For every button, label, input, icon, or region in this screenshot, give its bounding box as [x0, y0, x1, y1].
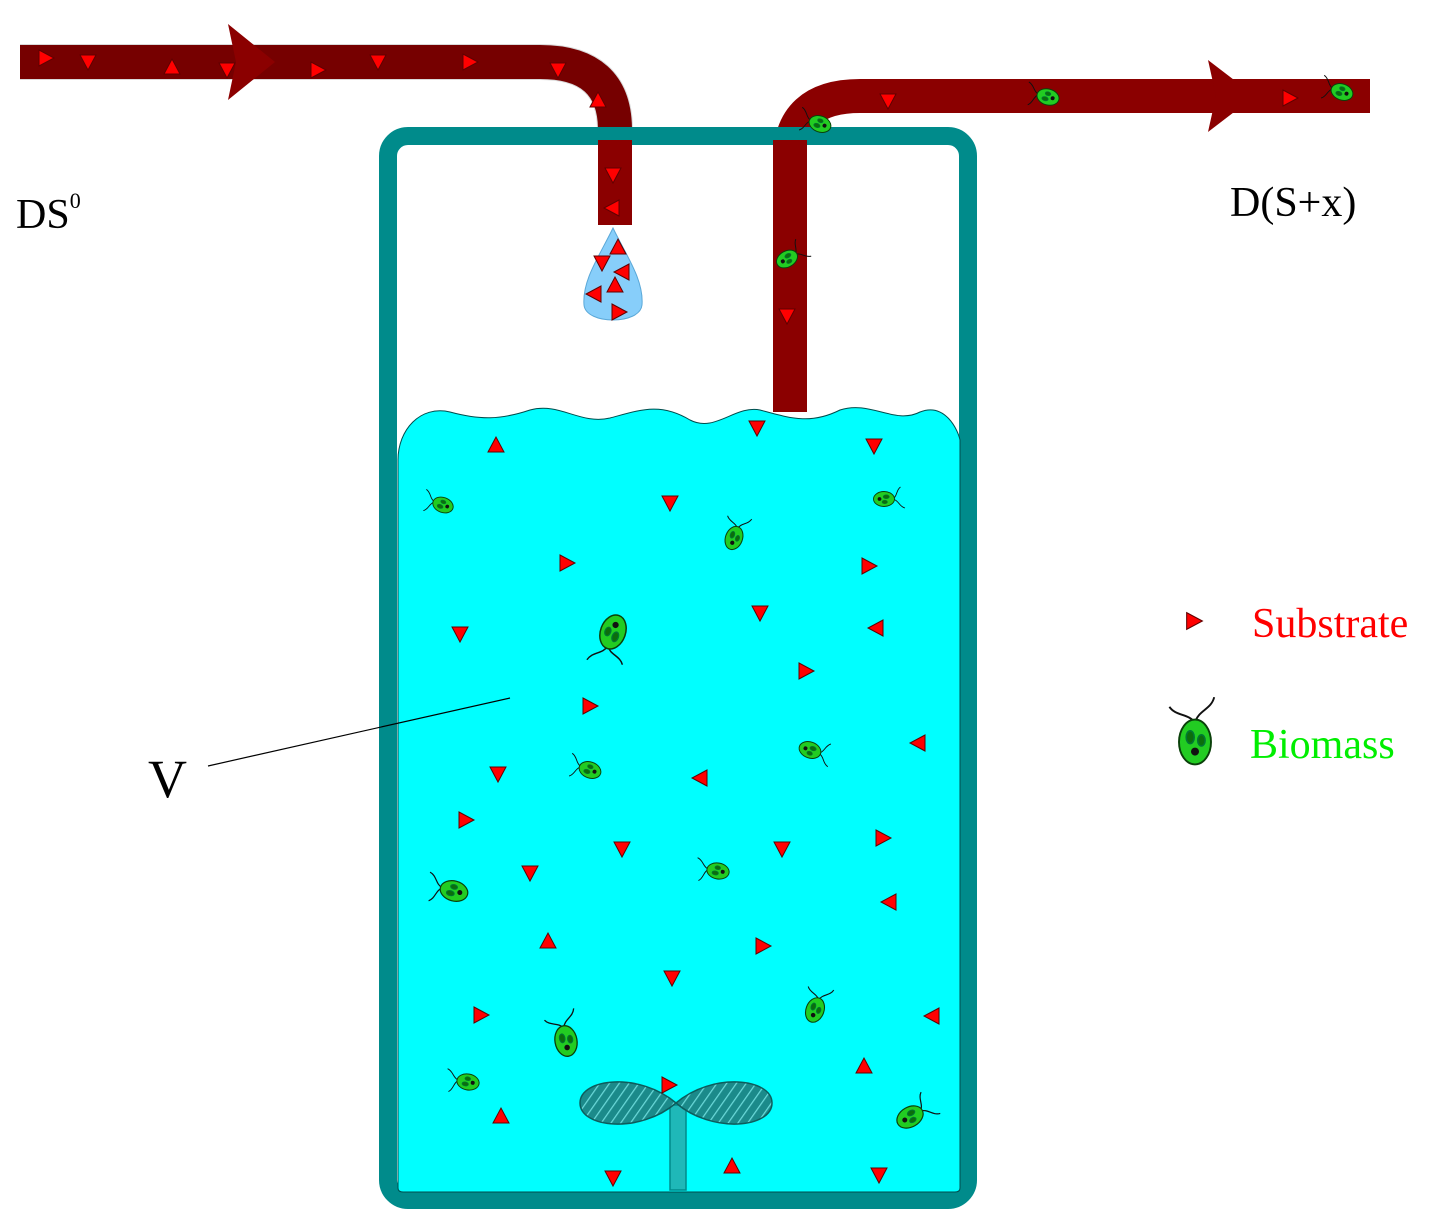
liquid-volume — [398, 408, 960, 1192]
volume-label: V — [148, 749, 187, 809]
outflow-label: D(S+x) — [1230, 180, 1357, 226]
biomass-legend-icon — [1169, 697, 1214, 764]
inflow-label: $DS^0$ — [16, 188, 81, 238]
biomass-legend-label: Biomass — [1250, 722, 1395, 768]
substrate-legend-icon — [1187, 613, 1203, 630]
substrate-legend-label: Substrate — [1252, 601, 1409, 647]
